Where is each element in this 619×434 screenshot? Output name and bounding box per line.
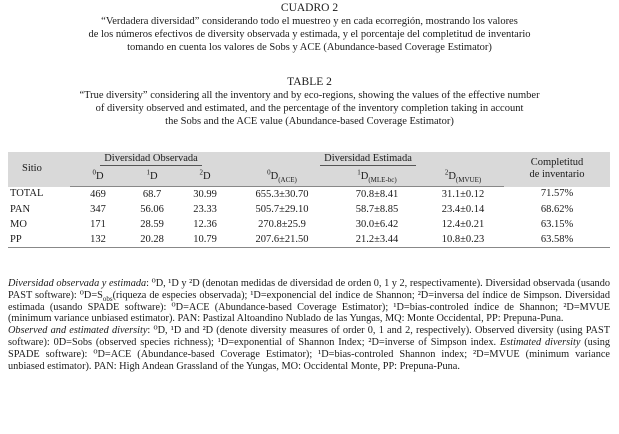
cell-mle: 30.0±6.42 bbox=[355, 218, 399, 230]
cell-ace: 270.8±25.9 bbox=[258, 218, 306, 230]
cell-mle: 58.7±8.85 bbox=[355, 203, 399, 215]
table2-caption-block bbox=[6, 76, 613, 128]
header-estimada: Diversidad Estimada bbox=[232, 152, 504, 167]
cuadro-caption-block bbox=[6, 2, 613, 54]
header-est-mle: $^1D_{(MLE-bc)}$ bbox=[332, 167, 422, 187]
table-row bbox=[8, 232, 610, 248]
footnote-en: Observed and estimated diversity: ⁰D, ¹D and ²D (denote diversity measures of order 0, 1 and 2, respectively). Observed diversity (using PAST software): 0D=Sobs (observed species richness); ¹D=exponential of Shannon Index; ²D=inverse of Simpson index. Estimated diversity (using SPADE software): ⁰D=ACE (Abundance-based Coverage Estimator); ¹D=bias-controled Shannon index; ²D=MVUE (minimum variance unbiased estimator). PAN: High Andean Grassland of the Yungas, MO: Occidental Monte, PP: Prepuna-Puna. bbox=[8, 325, 610, 372]
header-obs-d2: $^2$D bbox=[178, 167, 232, 187]
cell-d0: 171 bbox=[90, 218, 106, 230]
header-completitud: Completitud de inventario bbox=[529, 157, 585, 181]
cell-d0: 469 bbox=[90, 188, 106, 200]
cell-site: MO bbox=[10, 218, 27, 230]
cuadro-caption-line: de los números efectivos de diversity observada y estimada, y el porcentaje del completitud de inventario bbox=[88, 29, 531, 40]
header-sitio: Sitio bbox=[22, 163, 42, 175]
header-obs-d0: $^0$D bbox=[70, 167, 126, 187]
cuadro-caption-line: tomando en cuenta los valores de Sobs y ACE (Abundance-based Coverage Estimator) bbox=[127, 42, 492, 53]
cell-site: TOTAL bbox=[10, 188, 44, 200]
table2-caption-line: of diversity observed and estimated, and the percentage of the inventory completion taking in account bbox=[95, 103, 524, 114]
cell-completitud: 68.62% bbox=[540, 203, 574, 215]
header-est-ace: $^0D_{(ACE)}$ bbox=[232, 167, 332, 187]
cell-d1: 56.06 bbox=[140, 203, 164, 215]
footnote-es: Diversidad observada y estimada: ⁰D, ¹D y ²D (denotan medidas de diversidad de orden 0, 1 y 2, respectivamente). Diversidad observada (usando PAST software): $^0D=S_{obs}(riqueza$ de especies observada); ¹D=exponencial del índice de Shannon; ²D=inversa del índice de Simpson. Diversidad estimada (usando SPADE software): ⁰D=ACE (Abundance-based Coverage Estimator); ¹D=bias-controled índice de Shannon; ²D=MVUE (minimum variance unbiased estimator). PAN: Pastizal Altoandino Nublado de las Yungas, MQ: Monte Occidental, PP: Prepuna-Puna. bbox=[8, 278, 610, 325]
header-observada: Diversidad Observada bbox=[70, 152, 232, 167]
cell-mle: 21.2±3.44 bbox=[332, 232, 422, 248]
table-row bbox=[8, 202, 610, 217]
cell-completitud: 63.58% bbox=[504, 232, 610, 248]
cell-completitud: 63.15% bbox=[540, 218, 574, 230]
cell-d1: 68.7 bbox=[142, 188, 162, 200]
diversity-table bbox=[8, 152, 610, 248]
header-obs-d1: $^1$D bbox=[126, 167, 178, 187]
cell-site: PAN bbox=[10, 203, 31, 215]
table2-caption-line: the Sobs and the ACE value (Abundance-based Coverage Estimator) bbox=[165, 116, 454, 127]
cell-completitud: 71.57% bbox=[540, 188, 574, 200]
cell-d2: 23.33 bbox=[193, 203, 217, 215]
table-row bbox=[8, 217, 610, 232]
cell-mvue: 12.4±0.21 bbox=[441, 218, 485, 230]
cell-ace: 655.3±30.70 bbox=[255, 188, 309, 200]
table-row bbox=[8, 187, 610, 203]
cuadro-label: CUADRO 2 bbox=[280, 2, 339, 14]
table2-caption-line: “True diversity” considering all the inventory and by eco-regions, showing the values of the effective number bbox=[79, 90, 540, 101]
cell-d1: 28.59 bbox=[140, 218, 164, 230]
cell-d1: 20.28 bbox=[126, 232, 178, 248]
header-est-mvue: $^2D_{(MVUE)}$ bbox=[422, 167, 504, 187]
cuadro-caption-line: “Verdadera diversidad” considerando todo el muestreo y en cada ecorregión, mostrando los valores bbox=[101, 16, 518, 27]
cell-mvue: 10.8±0.23 bbox=[422, 232, 504, 248]
cell-mvue: 31.1±0.12 bbox=[441, 188, 485, 200]
cell-d0: 347 bbox=[90, 203, 106, 215]
table-footnotes bbox=[8, 278, 610, 372]
cell-d2: 30.99 bbox=[193, 188, 217, 200]
table2-label: TABLE 2 bbox=[287, 76, 332, 88]
cell-d0: 132 bbox=[70, 232, 126, 248]
cell-site: PP bbox=[8, 232, 70, 248]
cell-ace: 207.6±21.50 bbox=[232, 232, 332, 248]
cell-d2: 10.79 bbox=[178, 232, 232, 248]
cell-mle: 70.8±8.41 bbox=[355, 188, 399, 200]
cell-mvue: 23.4±0.14 bbox=[441, 203, 485, 215]
cell-ace: 505.7±29.10 bbox=[255, 203, 309, 215]
cell-d2: 12.36 bbox=[193, 218, 217, 230]
